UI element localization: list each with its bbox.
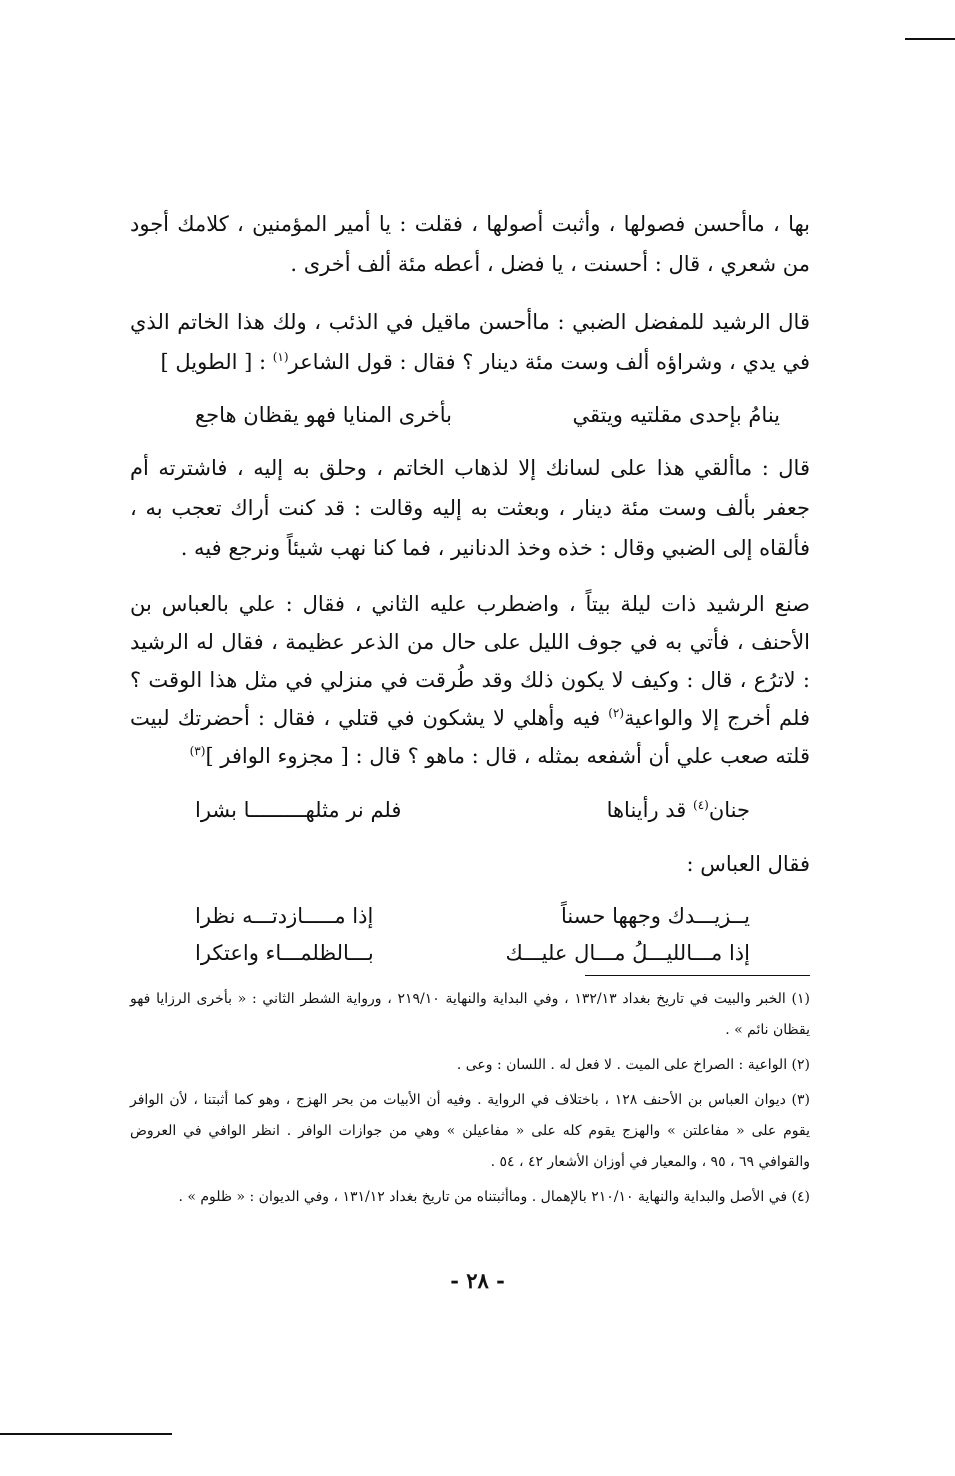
paragraph-2-text-b: : [ الطويل ] xyxy=(160,350,273,374)
verse-2-rest: قد رأيناها xyxy=(606,798,694,822)
paragraph-4-text-a: صنع الرشيد ذات ليلة بيتاً ، واضطرب عليه الثاني ، فقال : علي بالعباس بن الأحنف ، فأتي به في جوف الليل على حال من الذعر عظيمة ، فقال له الرشيد : لاترُع ، قال : وكيف لا يكون ذلك وقد طُرقت في منزلي في مثل هذا الوقت ؟ فلم أخرج إلا والواعية xyxy=(130,592,810,730)
footnote-separator xyxy=(585,975,810,976)
footnote-2: (٢) الواعية : الصراخ على الميت . لا فعل له . اللسان : وعى . xyxy=(456,1057,810,1073)
verse-3-second-hemistich: إذا مـــــازدتـــه نظرا xyxy=(195,904,374,928)
footnotes xyxy=(130,984,810,1217)
speaker-text: فقال العباس : xyxy=(686,852,810,876)
paragraph-2-text-a: قال الرشيد للمفضل الضبي : ماأحسن ماقيل في الذئب ، ولك هذا الخاتم الذي في يدي ، وشراؤه ألف وست مئة دينار ؟ فقال : قول الشاعر xyxy=(130,310,810,374)
footnote-3: (٣) ديوان العباس بن الأحنف ١٢٨ ، باختلاف في الرواية . وفيه أن الأبيات من بحر الهزج ، وهو كما أثبتنا ، لأن الوافر يقوم على « مفاعلتن » والهزج يقوم كله على « مفاعيلن » وهي من جوازات الوافر . انظر الوافي في العروض والقوافي ٦٩ ، ٩٥ ، والمعيار في أوزان الأشعار ٤٢ ، ٥٤ . xyxy=(130,1092,810,1170)
verse-1 xyxy=(195,395,780,435)
paragraph-4 xyxy=(130,585,810,775)
footnote-4: (٤) في الأصل والبداية والنهاية ٢١٠/١٠ بالإهمال . وماأثبتناه من تاريخ بغداد ١٣١/١٢ ، وفي الديوان : « ظلوم » . xyxy=(178,1189,810,1205)
top-rule xyxy=(905,38,955,40)
verse-2 xyxy=(195,790,750,830)
paragraph-1-text: بها ، ماأحسن فصولها ، وأثبت أصولها ، فقلت : يا أمير المؤمنين ، كلامك أجود من شعري ، قال : أحسنت ، يا فضل ، أعطه مئة ألف أخرى . xyxy=(130,212,810,276)
paragraph-2 xyxy=(130,302,810,382)
verse-3-first-hemistich: يــزيـــدك وجهها حسناً xyxy=(560,904,750,928)
verse-4-first-hemistich: إذا مـــالليـــلُ مـــال عليـــك xyxy=(505,941,750,965)
speaker-line xyxy=(560,844,810,884)
paragraph-1 xyxy=(130,204,810,284)
verse-2-first-hemistich xyxy=(607,790,750,830)
verse-1-first-hemistich: ينامُ بإحدى مقلتيه ويتقي xyxy=(572,403,780,427)
footnote-ref-1: (١) xyxy=(272,350,289,364)
verse-4-second-hemistich: بـــالظلمـــاء واعتكرا xyxy=(195,941,374,965)
footnote-ref-3: (٣) xyxy=(189,744,206,758)
verse-3 xyxy=(195,896,750,936)
verse-1-second-hemistich: بأخرى المنايا فهو يقظان هاجع xyxy=(195,403,453,427)
footnote-ref-2: (٢) xyxy=(608,706,625,720)
footnote-ref-4: (٤) xyxy=(693,798,709,812)
footnote-1: (١) الخبر والبيت في تاريخ بغداد ١٣٢/١٣ ، وفي البداية والنهاية ٢١٩/١٠ ، ورواية الشطر الثاني : « بأخرى الرزايا فهو يقظان نائم » . xyxy=(130,991,810,1038)
bottom-rule xyxy=(0,1433,172,1435)
page-number: - ٢٨ - xyxy=(450,1268,505,1293)
paragraph-3 xyxy=(130,448,810,568)
verse-2-word: جنان xyxy=(708,798,750,822)
paragraph-4-text-b: فيه وأهلي لا يشكون في قتلي ، فقال : أحضرتك لبيت قلته صعب علي أن أشفعه بمثله ، قال : ماهو ؟ قال : [ مجزوء الوافر ] xyxy=(130,706,810,768)
verse-4 xyxy=(195,933,750,973)
paragraph-3-text: قال : ماألقي هذا على لسانك إلا لذهاب الخاتم ، وحلق به إليه ، فاشترته أم جعفر بألف وست مئة دينار ، وبعثت به إليه وقالت : قد كنت أراك تعجب به ، فألقاه إلى الضبي وقال : خذه وخذ الدنانير ، فما كنا نهب شيئاً ونرجع فيه . xyxy=(130,456,810,560)
verse-2-second-hemistich: فلم نر مثلهـــــــــا بشرا xyxy=(195,798,402,822)
